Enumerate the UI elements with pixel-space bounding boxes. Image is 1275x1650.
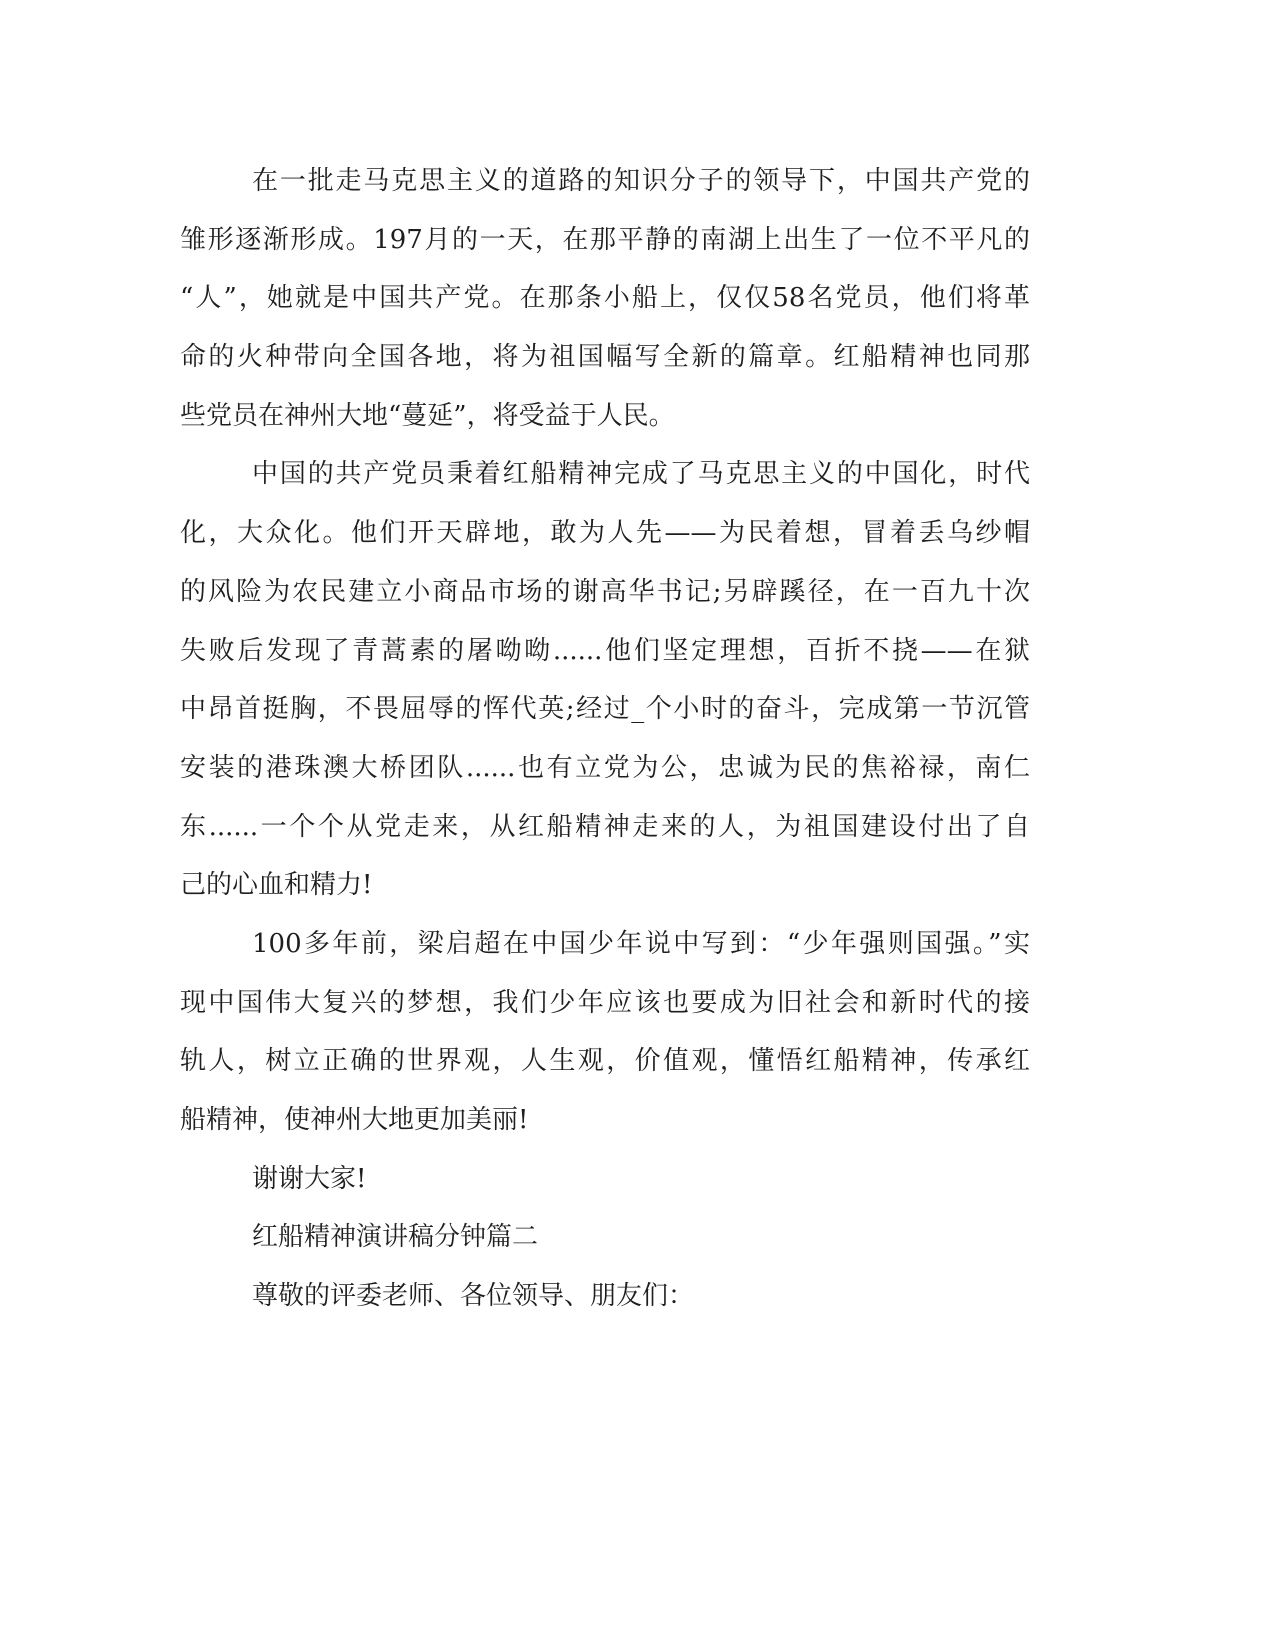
text-line: 中昂首挺胸，不畏屈辱的恽代英;经过_个小时的奋斗，完成第一节沉管 <box>180 694 1030 725</box>
text-line: 中国的共产党员秉着红船精神完成了马克思主义的中国化，时代 <box>252 459 1030 490</box>
text-line: 现中国伟大复兴的梦想，我们少年应该也要成为旧社会和新时代的接 <box>180 987 1030 1018</box>
text-line: 安装的港珠澳大桥团队......也有立党为公，忠诚为民的焦裕禄，南仁 <box>180 752 1030 783</box>
paragraph <box>180 152 1030 445</box>
document-body <box>180 152 1030 1326</box>
text-line: 些党员在神州大地“蔓延”，将受益于人民。 <box>180 400 675 431</box>
text-line: “人”，她就是中国共产党。在那条小船上，仅仅58名党员，他们将革 <box>180 283 1030 314</box>
paragraph <box>180 445 1030 915</box>
text-line: 红船精神演讲稿分钟篇二 <box>252 1222 539 1253</box>
text-line: 轨人，树立正确的世界观，人生观，价值观，懂悟红船精神，传承红 <box>180 1046 1030 1077</box>
text-line: 东......一个个从党走来，从红船精神走来的人，为祖国建设付出了自 <box>180 811 1030 842</box>
text-line: 失败后发现了青蒿素的屠呦呦......他们坚定理想，百折不挠——在狱 <box>180 635 1030 666</box>
text-line: 己的心血和精力! <box>180 870 373 901</box>
text-line: 化，大众化。他们开天辟地，敢为人先——为民着想，冒着丢乌纱帽 <box>180 518 1030 549</box>
paragraph <box>180 915 1030 1150</box>
text-line: 在一批走马克思主义的道路的知识分子的领导下，中国共产党的 <box>252 166 1030 196</box>
paragraph-salutation <box>180 1267 1030 1326</box>
paragraph-thanks <box>180 1150 1030 1209</box>
text-line: 命的火种带向全国各地，将为祖国幅写全新的篇章。红船精神也同那 <box>180 342 1030 373</box>
text-line: 船精神，使神州大地更加美丽! <box>180 1105 529 1135</box>
text-line: 的风险为农民建立小商品市场的谢高华书记;另辟蹊径，在一百九十次 <box>180 576 1030 607</box>
text-line: 谢谢大家! <box>252 1163 367 1194</box>
text-line: 尊敬的评委老师、各位领导、朋友们： <box>252 1281 695 1312</box>
text-line: 雏形逐渐形成。197月的一天，在那平静的南湖上出生了一位不平凡的 <box>180 224 1030 255</box>
text-line: 100多年前，梁启超在中国少年说中写到：“少年强则国强。”实 <box>252 928 1030 959</box>
section-heading <box>180 1208 1030 1267</box>
